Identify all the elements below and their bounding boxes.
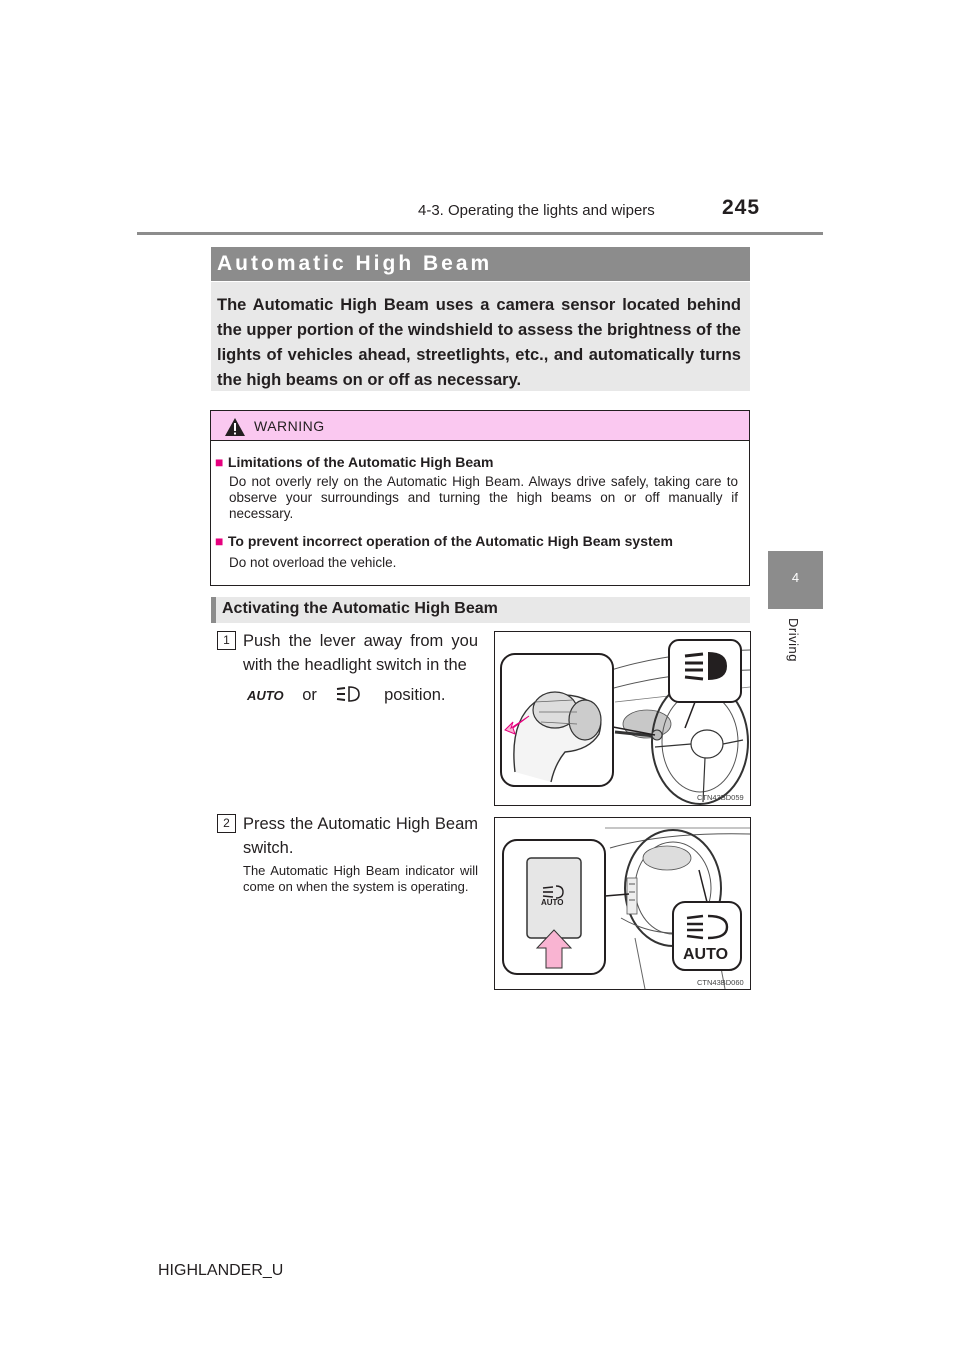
headlight-icon	[335, 685, 361, 703]
indicator-auto-label: AUTO	[683, 946, 729, 963]
step-text: Press the Automatic High Beam switch.	[243, 815, 478, 857]
warning-label: WARNING	[254, 418, 325, 434]
figure-code: CTN43BD060	[697, 978, 744, 987]
lever-illustration	[494, 631, 751, 806]
warning-triangle-icon	[224, 417, 246, 437]
step-note: The Automatic High Beam indicator will come on when the system is operating.	[243, 863, 478, 894]
figure-code: CTN43BD059	[697, 793, 744, 802]
chapter-label: Driving	[786, 618, 801, 662]
header-rule	[137, 232, 823, 235]
chapter-number: 4	[791, 570, 800, 585]
page-number: 245	[722, 196, 761, 219]
step-text: Push the lever away from you with the headlight switch in the	[243, 632, 478, 674]
bullet-square-icon: ■	[215, 454, 224, 470]
bullet-square-icon: ■	[215, 533, 224, 549]
footer-model: HIGHLANDER_U	[158, 1262, 284, 1279]
switch-illustration	[494, 817, 751, 990]
section-title: 4-3. Operating the lights and wipers	[418, 202, 655, 219]
switch-auto-label: AUTO	[541, 898, 564, 907]
warning-item-body: Do not overload the vehicle.	[229, 555, 397, 570]
intro-text: The Automatic High Beam uses a camera sensor located behind the upper portion of the windshield to assess the brightness of the lights of vehicles ahead, streetlights, etc., and automatically turns the high beams on or off as necessary.	[217, 296, 741, 389]
page-title: Automatic High Beam	[217, 252, 493, 275]
step-number: 2	[217, 814, 236, 833]
warning-item-body: Do not overly rely on the Automatic High Beam. Always drive safely, taking care to observe your surroundings and turning the high beams on or off manually if necessary.	[229, 474, 738, 521]
step-number: 1	[217, 631, 236, 650]
lever-drawing	[495, 632, 750, 805]
subsection-title: Activating the Automatic High Beam	[222, 600, 498, 617]
step-position-line: AUTO or position.	[247, 686, 446, 704]
warning-item-heading: ■ Limitations of the Automatic High Beam	[215, 454, 494, 470]
warning-item-heading: ■ To prevent incorrect operation of the Automatic High Beam system	[215, 533, 673, 549]
auto-headlight-icon: AUTO	[247, 688, 284, 703]
